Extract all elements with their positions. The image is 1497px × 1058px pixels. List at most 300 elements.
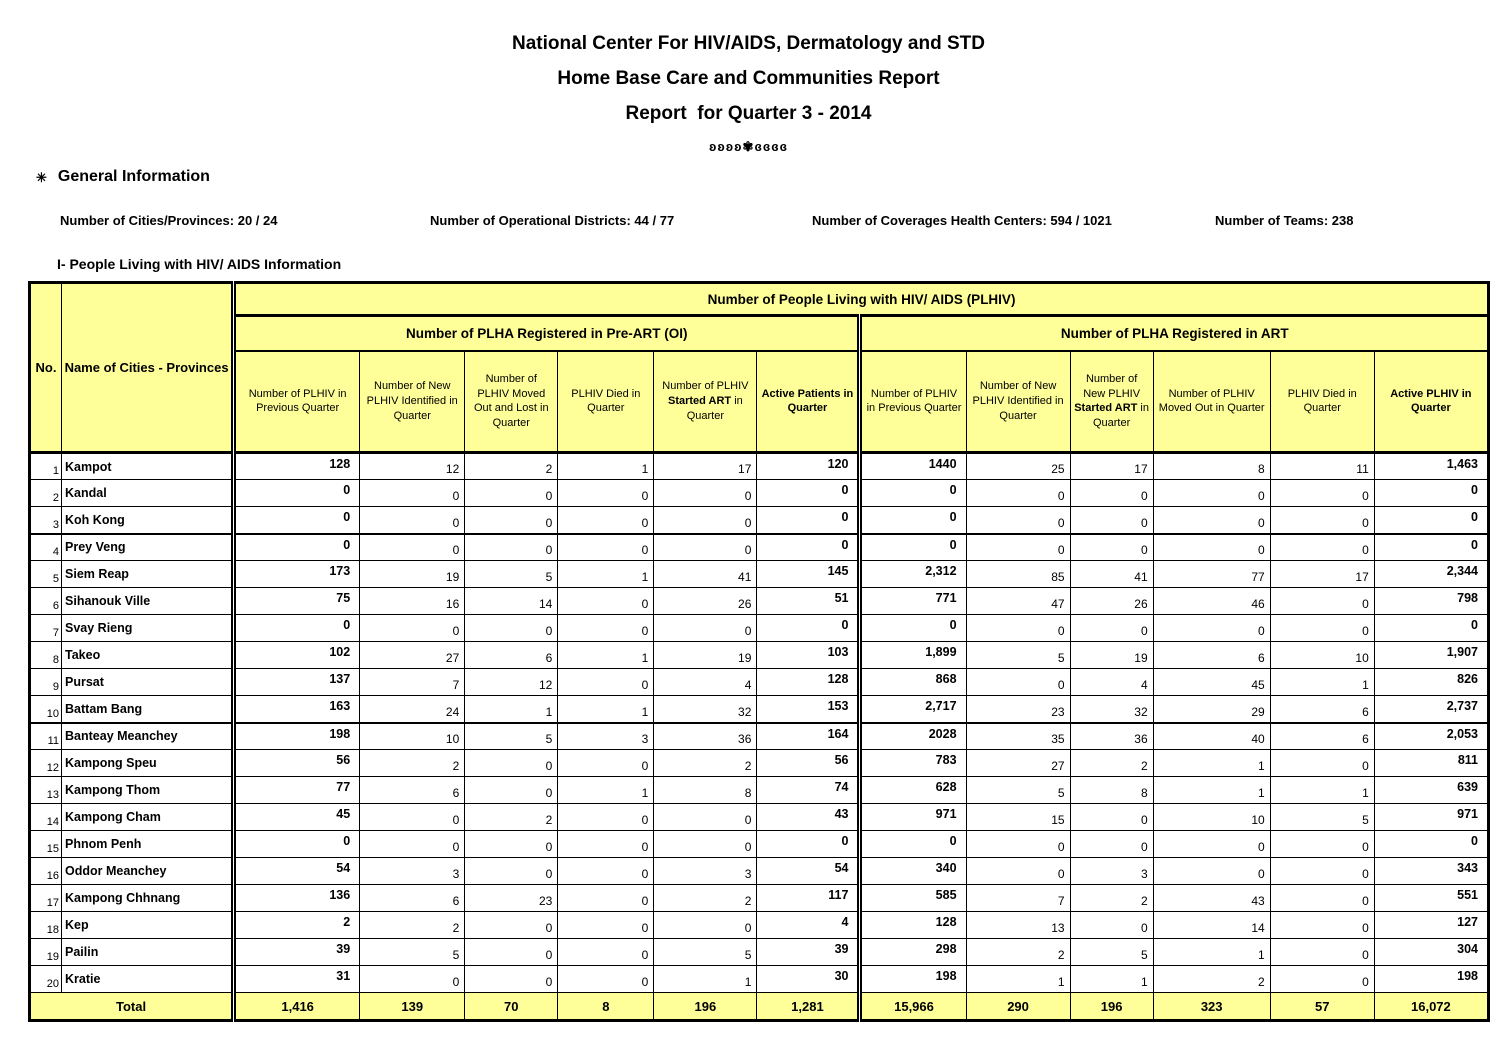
value-cell: 45: [234, 804, 360, 831]
value-cell: 2,717: [860, 696, 966, 723]
value-cell: 0: [654, 480, 757, 507]
value-cell: 6: [1270, 723, 1374, 750]
value-cell: 0: [654, 615, 757, 642]
row-number-cell: 1: [30, 453, 62, 480]
total-value-cell: 196: [1070, 993, 1153, 1021]
value-cell: 26: [654, 588, 757, 615]
value-cell: 0: [234, 507, 360, 534]
value-cell: 2: [654, 750, 757, 777]
value-cell: 16: [360, 588, 465, 615]
value-cell: 0: [757, 480, 860, 507]
value-cell: 14: [1153, 912, 1270, 939]
value-cell: 19: [360, 561, 465, 588]
value-cell: 0: [360, 480, 465, 507]
total-value-cell: 8: [558, 993, 654, 1021]
row-number-cell: 19: [30, 939, 62, 966]
value-cell: 47: [966, 588, 1070, 615]
value-cell: 0: [966, 480, 1070, 507]
value-cell: 5: [1270, 804, 1374, 831]
value-cell: 0: [860, 831, 966, 858]
report-subtitle: Home Base Care and Communities Report: [557, 68, 940, 89]
total-value-cell: 1,416: [234, 993, 360, 1021]
table-row: [30, 723, 1489, 750]
value-cell: 0: [1374, 534, 1488, 561]
value-cell: 0: [1270, 858, 1374, 885]
value-cell: 153: [757, 696, 860, 723]
column-header: Number of New PLHIV Identified in Quarter: [966, 351, 1070, 453]
value-cell: 0: [558, 885, 654, 912]
value-cell: 1: [558, 642, 654, 669]
column-header: Active Patients in Quarter: [757, 351, 860, 453]
table-row: [30, 561, 1489, 588]
value-cell: 0: [1270, 885, 1374, 912]
row-number-cell: 8: [30, 642, 62, 669]
row-number-cell: 9: [30, 669, 62, 696]
province-name-cell: Kampong Cham: [62, 804, 234, 831]
value-cell: 32: [654, 696, 757, 723]
value-cell: 0: [465, 480, 558, 507]
value-cell: 198: [1374, 966, 1488, 993]
value-cell: 811: [1374, 750, 1488, 777]
value-cell: 0: [360, 615, 465, 642]
value-cell: 128: [757, 669, 860, 696]
value-cell: 0: [558, 804, 654, 831]
col-header-no: No.: [30, 283, 62, 453]
value-cell: 3: [558, 723, 654, 750]
value-cell: 23: [465, 885, 558, 912]
value-cell: 0: [465, 615, 558, 642]
province-name-cell: Oddor Meanchey: [62, 858, 234, 885]
row-number-cell: 7: [30, 615, 62, 642]
value-cell: 0: [558, 615, 654, 642]
value-cell: 2: [654, 885, 757, 912]
value-cell: 0: [860, 507, 966, 534]
province-name-cell: Banteay Meanchey: [62, 723, 234, 750]
value-cell: 117: [757, 885, 860, 912]
value-cell: 12: [360, 453, 465, 480]
value-cell: 17: [1270, 561, 1374, 588]
value-cell: 1: [1270, 669, 1374, 696]
value-cell: 0: [1374, 831, 1488, 858]
row-number-cell: 15: [30, 831, 62, 858]
value-cell: 0: [1270, 480, 1374, 507]
total-value-cell: 16,072: [1374, 993, 1488, 1021]
value-cell: 85: [966, 561, 1070, 588]
value-cell: 1: [558, 777, 654, 804]
value-cell: 628: [860, 777, 966, 804]
row-number-cell: 11: [30, 723, 62, 750]
value-cell: 77: [234, 777, 360, 804]
value-cell: 1: [654, 966, 757, 993]
table-row: [30, 939, 1489, 966]
value-cell: 0: [1270, 939, 1374, 966]
value-cell: 54: [234, 858, 360, 885]
column-header: PLHIV Died in Quarter: [1270, 351, 1374, 453]
value-cell: 0: [757, 615, 860, 642]
value-cell: 771: [860, 588, 966, 615]
value-cell: 128: [234, 453, 360, 480]
value-cell: 0: [360, 507, 465, 534]
value-cell: 0: [558, 588, 654, 615]
value-cell: 783: [860, 750, 966, 777]
value-cell: 8: [1070, 777, 1153, 804]
value-cell: 14: [465, 588, 558, 615]
value-cell: 36: [1070, 723, 1153, 750]
value-cell: 10: [360, 723, 465, 750]
province-name-cell: Kandal: [62, 480, 234, 507]
value-cell: 5: [360, 939, 465, 966]
value-cell: 0: [966, 858, 1070, 885]
row-number-cell: 18: [30, 912, 62, 939]
report-quarter-line: Report for Quarter 3 - 2014: [625, 103, 872, 124]
row-number-cell: 13: [30, 777, 62, 804]
value-cell: 24: [360, 696, 465, 723]
value-cell: 0: [654, 507, 757, 534]
value-cell: 1: [1153, 750, 1270, 777]
total-value-cell: 57: [1270, 993, 1374, 1021]
province-name-cell: Phnom Penh: [62, 831, 234, 858]
value-cell: 1: [1070, 966, 1153, 993]
value-cell: 19: [1070, 642, 1153, 669]
value-cell: 77: [1153, 561, 1270, 588]
row-number-cell: 5: [30, 561, 62, 588]
value-cell: 0: [1070, 507, 1153, 534]
value-cell: 0: [1270, 831, 1374, 858]
value-cell: 3: [360, 858, 465, 885]
table-row: [30, 669, 1489, 696]
value-cell: 1: [1153, 777, 1270, 804]
value-cell: 1,907: [1374, 642, 1488, 669]
value-cell: 1: [1153, 939, 1270, 966]
value-cell: 5: [465, 723, 558, 750]
value-cell: 2,053: [1374, 723, 1488, 750]
section-title: I- People Living with HIV/ AIDS Information: [57, 256, 342, 272]
value-cell: 3: [1070, 858, 1153, 885]
value-cell: 0: [465, 939, 558, 966]
value-cell: 1: [558, 453, 654, 480]
value-cell: 0: [1270, 534, 1374, 561]
value-cell: 0: [558, 534, 654, 561]
value-cell: 0: [360, 534, 465, 561]
value-cell: 43: [757, 804, 860, 831]
value-cell: 0: [1070, 534, 1153, 561]
value-cell: 45: [1153, 669, 1270, 696]
value-cell: 29: [1153, 696, 1270, 723]
table-row: [30, 777, 1489, 804]
value-cell: 0: [757, 507, 860, 534]
value-cell: 551: [1374, 885, 1488, 912]
value-cell: 0: [1374, 480, 1488, 507]
value-cell: 0: [966, 507, 1070, 534]
value-cell: 7: [360, 669, 465, 696]
table-row: [30, 696, 1489, 723]
table-row: [30, 831, 1489, 858]
value-cell: 0: [1070, 804, 1153, 831]
value-cell: 51: [757, 588, 860, 615]
value-cell: 340: [860, 858, 966, 885]
total-value-cell: 139: [360, 993, 465, 1021]
value-cell: 0: [558, 480, 654, 507]
value-cell: 27: [966, 750, 1070, 777]
value-cell: 0: [966, 831, 1070, 858]
value-cell: 8: [1153, 453, 1270, 480]
value-cell: 5: [966, 777, 1070, 804]
value-cell: 7: [966, 885, 1070, 912]
value-cell: 137: [234, 669, 360, 696]
value-cell: 46: [1153, 588, 1270, 615]
value-cell: 128: [860, 912, 966, 939]
value-cell: 0: [360, 804, 465, 831]
value-cell: 32: [1070, 696, 1153, 723]
value-cell: 1: [966, 966, 1070, 993]
table-row: [30, 885, 1489, 912]
value-cell: 0: [1270, 507, 1374, 534]
group-header-art: Number of PLHA Registered in ART: [860, 316, 1489, 351]
value-cell: 4: [757, 912, 860, 939]
total-value-cell: 1,281: [757, 993, 860, 1021]
row-number-cell: 3: [30, 507, 62, 534]
value-cell: 164: [757, 723, 860, 750]
value-cell: 6: [1153, 642, 1270, 669]
value-cell: 198: [860, 966, 966, 993]
value-cell: 75: [234, 588, 360, 615]
province-name-cell: Sihanouk Ville: [62, 588, 234, 615]
table-row: [30, 588, 1489, 615]
value-cell: 0: [1153, 831, 1270, 858]
value-cell: 1,899: [860, 642, 966, 669]
column-header-row: [30, 351, 1489, 453]
value-cell: 0: [1070, 831, 1153, 858]
value-cell: 5: [1070, 939, 1153, 966]
value-cell: 0: [1270, 588, 1374, 615]
total-value-cell: 196: [654, 993, 757, 1021]
value-cell: 10: [1153, 804, 1270, 831]
value-cell: 2: [234, 912, 360, 939]
table-row: [30, 453, 1489, 480]
value-cell: 0: [558, 858, 654, 885]
table-row: [30, 615, 1489, 642]
value-cell: 0: [654, 912, 757, 939]
column-header: PLHIV Died in Quarter: [558, 351, 654, 453]
value-cell: 0: [1153, 858, 1270, 885]
value-cell: 12: [465, 669, 558, 696]
value-cell: 0: [465, 831, 558, 858]
value-cell: 0: [465, 507, 558, 534]
table-row: [30, 534, 1489, 561]
value-cell: 6: [1270, 696, 1374, 723]
value-cell: 145: [757, 561, 860, 588]
value-cell: 0: [558, 966, 654, 993]
value-cell: 163: [234, 696, 360, 723]
value-cell: 0: [1270, 966, 1374, 993]
column-header: Active PLHIV in Quarter: [1374, 351, 1488, 453]
value-cell: 1440: [860, 453, 966, 480]
value-cell: 6: [360, 777, 465, 804]
value-cell: 0: [966, 615, 1070, 642]
value-cell: 0: [1270, 615, 1374, 642]
value-cell: 13: [966, 912, 1070, 939]
value-cell: 31: [234, 966, 360, 993]
value-cell: 19: [654, 642, 757, 669]
value-cell: 2: [360, 750, 465, 777]
value-cell: 2: [465, 453, 558, 480]
province-name-cell: Kratie: [62, 966, 234, 993]
value-cell: 0: [860, 534, 966, 561]
value-cell: 0: [966, 534, 1070, 561]
value-cell: 4: [1070, 669, 1153, 696]
value-cell: 2: [1070, 885, 1153, 912]
value-cell: 639: [1374, 777, 1488, 804]
value-cell: 0: [654, 831, 757, 858]
province-name-cell: Kampong Thom: [62, 777, 234, 804]
khmer-ornament: ʚʚʚʚ✾ɞɞɞɞ: [709, 139, 788, 154]
province-name-cell: Pursat: [62, 669, 234, 696]
value-cell: 8: [654, 777, 757, 804]
value-cell: 798: [1374, 588, 1488, 615]
column-header: Number of PLHIV Moved Out and Lost in Quarter: [465, 351, 558, 453]
table-row: [30, 912, 1489, 939]
value-cell: 56: [757, 750, 860, 777]
value-cell: 2: [1070, 750, 1153, 777]
value-cell: 343: [1374, 858, 1488, 885]
total-value-cell: 15,966: [860, 993, 966, 1021]
value-cell: 74: [757, 777, 860, 804]
value-cell: 120: [757, 453, 860, 480]
general-info-heading: [36, 168, 210, 186]
value-cell: 298: [860, 939, 966, 966]
value-cell: 2,737: [1374, 696, 1488, 723]
value-cell: 17: [1070, 453, 1153, 480]
province-name-cell: Pailin: [62, 939, 234, 966]
value-cell: 102: [234, 642, 360, 669]
value-cell: 39: [234, 939, 360, 966]
total-label: Total: [30, 993, 234, 1021]
stat-health-centers: Number of Coverages Health Centers: 594 / 1021: [812, 213, 1112, 228]
value-cell: 1: [558, 561, 654, 588]
value-cell: 1,463: [1374, 453, 1488, 480]
value-cell: 173: [234, 561, 360, 588]
value-cell: 0: [654, 804, 757, 831]
table-row: [30, 804, 1489, 831]
value-cell: 971: [860, 804, 966, 831]
value-cell: 0: [558, 750, 654, 777]
value-cell: 103: [757, 642, 860, 669]
value-cell: 1: [558, 696, 654, 723]
column-header: Number of PLHIV Moved Out in Quarter: [1153, 351, 1270, 453]
column-header: Number of PLHIV in Previous Quarter: [234, 351, 360, 453]
row-number-cell: 17: [30, 885, 62, 912]
value-cell: 0: [1070, 912, 1153, 939]
header-band-row: [30, 283, 1489, 316]
column-header: Number of PLHIV in Previous Quarter: [860, 351, 966, 453]
value-cell: 0: [1153, 480, 1270, 507]
plhiv-report-table: [28, 281, 1490, 1022]
report-title: National Center For HIV/AIDS, Dermatology and STD: [512, 33, 985, 54]
value-cell: 0: [465, 858, 558, 885]
value-cell: 2: [360, 912, 465, 939]
province-name-cell: Svay Rieng: [62, 615, 234, 642]
row-number-cell: 14: [30, 804, 62, 831]
province-name-cell: Kampot: [62, 453, 234, 480]
value-cell: 0: [360, 966, 465, 993]
value-cell: 0: [234, 615, 360, 642]
value-cell: 27: [360, 642, 465, 669]
value-cell: 0: [757, 534, 860, 561]
value-cell: 0: [1070, 615, 1153, 642]
province-name-cell: Kep: [62, 912, 234, 939]
value-cell: 0: [860, 615, 966, 642]
value-cell: 971: [1374, 804, 1488, 831]
value-cell: 0: [234, 534, 360, 561]
value-cell: 2: [966, 939, 1070, 966]
value-cell: 10: [1270, 642, 1374, 669]
total-row: [30, 993, 1489, 1021]
group-header-row: [30, 316, 1489, 351]
table-row: [30, 966, 1489, 993]
value-cell: 0: [234, 480, 360, 507]
value-cell: 826: [1374, 669, 1488, 696]
total-value-cell: 70: [465, 993, 558, 1021]
value-cell: 4: [654, 669, 757, 696]
column-header: Number of PLHIV Started ART in Quarter: [654, 351, 757, 453]
province-name-cell: Koh Kong: [62, 507, 234, 534]
value-cell: 2: [1153, 966, 1270, 993]
value-cell: 0: [654, 534, 757, 561]
value-cell: 5: [654, 939, 757, 966]
table-row: [30, 480, 1489, 507]
province-name-cell: Kampong Chhnang: [62, 885, 234, 912]
value-cell: 198: [234, 723, 360, 750]
value-cell: 0: [1070, 480, 1153, 507]
column-header: Number of New PLHIV Started ART in Quarter: [1070, 351, 1153, 453]
column-header: Number of New PLHIV Identified in Quarter: [360, 351, 465, 453]
value-cell: 0: [1153, 615, 1270, 642]
province-name-cell: Kampong Speu: [62, 750, 234, 777]
province-name-cell: Takeo: [62, 642, 234, 669]
value-cell: 0: [558, 669, 654, 696]
table-row: [30, 858, 1489, 885]
value-cell: 54: [757, 858, 860, 885]
value-cell: 0: [234, 831, 360, 858]
value-cell: 6: [465, 642, 558, 669]
value-cell: 2,312: [860, 561, 966, 588]
value-cell: 0: [465, 912, 558, 939]
value-cell: 56: [234, 750, 360, 777]
row-number-cell: 2: [30, 480, 62, 507]
value-cell: 0: [465, 534, 558, 561]
value-cell: 2,344: [1374, 561, 1488, 588]
value-cell: 23: [966, 696, 1070, 723]
table-top-band: Number of People Living with HIV/ AIDS (PLHIV): [234, 283, 1489, 316]
row-number-cell: 6: [30, 588, 62, 615]
total-value-cell: 323: [1153, 993, 1270, 1021]
col-header-name: Name of Cities - Provinces: [62, 283, 234, 453]
table-row: [30, 507, 1489, 534]
value-cell: 0: [1270, 912, 1374, 939]
value-cell: 0: [558, 939, 654, 966]
province-name-cell: Siem Reap: [62, 561, 234, 588]
value-cell: 39: [757, 939, 860, 966]
value-cell: 0: [558, 831, 654, 858]
stat-teams: Number of Teams: 238: [1215, 213, 1354, 228]
value-cell: 5: [465, 561, 558, 588]
value-cell: 41: [1070, 561, 1153, 588]
value-cell: 41: [654, 561, 757, 588]
value-cell: 36: [654, 723, 757, 750]
value-cell: 0: [465, 966, 558, 993]
value-cell: 1: [1270, 777, 1374, 804]
value-cell: 0: [1270, 750, 1374, 777]
